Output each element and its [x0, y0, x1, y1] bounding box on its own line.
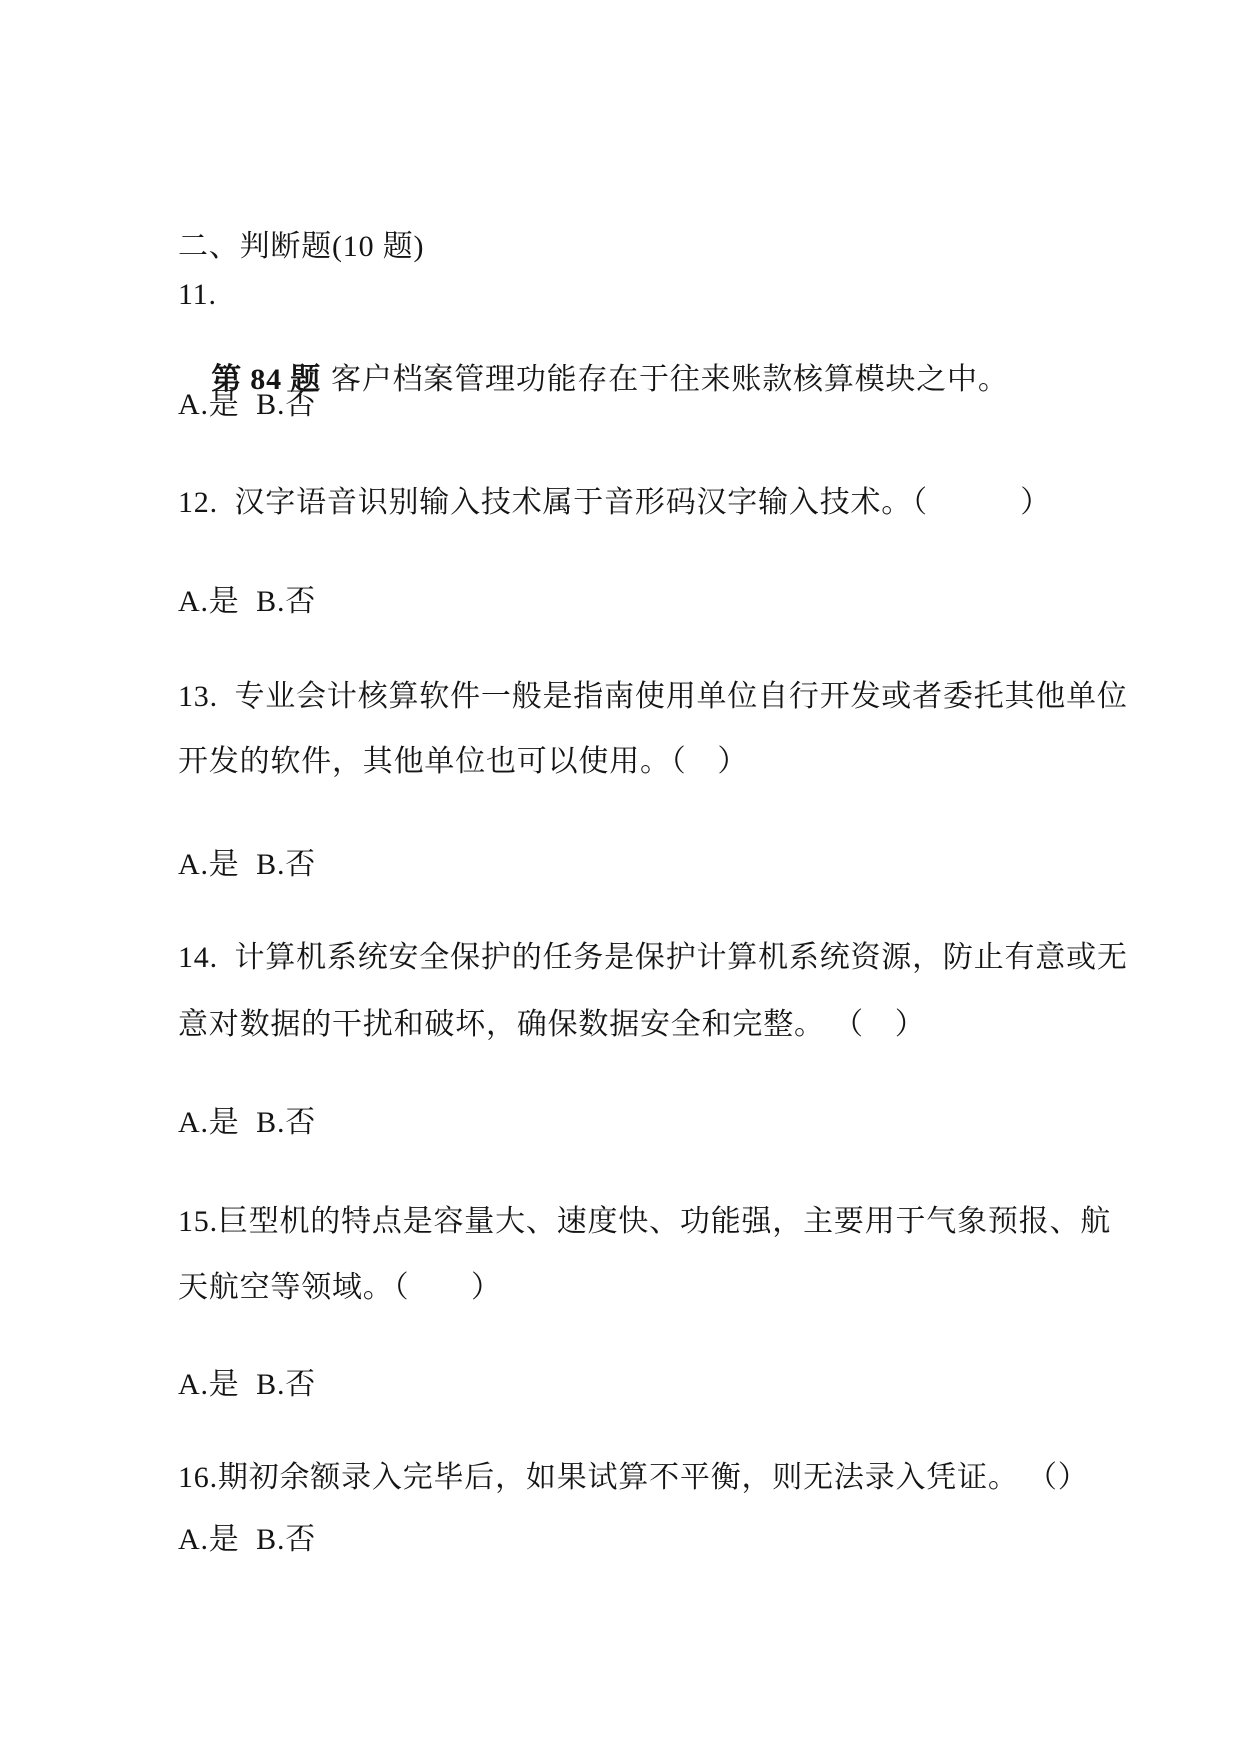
answer-options-15: A.是 B.否	[178, 1368, 317, 1401]
question-13-line-2: 开发的软件，其他单位也可以使用。（ ）	[178, 745, 749, 778]
question-13-line-1: 13. 专业会计核算软件一般是指南使用单位自行开发或者委托其他单位	[178, 680, 1128, 713]
question-84-text: 客户档案管理功能存在于往来账款核算模块之中。	[331, 363, 1009, 396]
item-number-11: 11.	[178, 278, 217, 311]
question-12-line: 12. 汉字语音识别输入技术属于音形码汉字输入技术。（ ）	[178, 486, 1052, 519]
question-14-line-1: 14. 计算机系统安全保护的任务是保护计算机系统资源，防止有意或无	[178, 941, 1128, 974]
answer-options-13: A.是 B.否	[178, 848, 317, 881]
question-15-line-2: 天航空等领域。（ ）	[178, 1271, 502, 1304]
answer-options-84: A.是 B.否	[178, 388, 317, 421]
question-14-line-2: 意对数据的干扰和破坏，确保数据安全和完整。 （ ）	[178, 1008, 926, 1041]
question-84-label: 第 84 题	[211, 363, 322, 396]
answer-options-14: A.是 B.否	[178, 1106, 317, 1139]
question-16-line: 16.期初余额录入完毕后，如果试算不平衡，则无法录入凭证。 （）	[178, 1461, 1089, 1494]
answer-options-16: A.是 B.否	[178, 1523, 317, 1556]
section-header: 二、判断题(10 题)	[178, 230, 425, 263]
answer-options-12: A.是 B.否	[178, 585, 317, 618]
question-15-line-1: 15.巨型机的特点是容量大、速度快、功能强，主要用于气象预报、航	[178, 1205, 1112, 1238]
